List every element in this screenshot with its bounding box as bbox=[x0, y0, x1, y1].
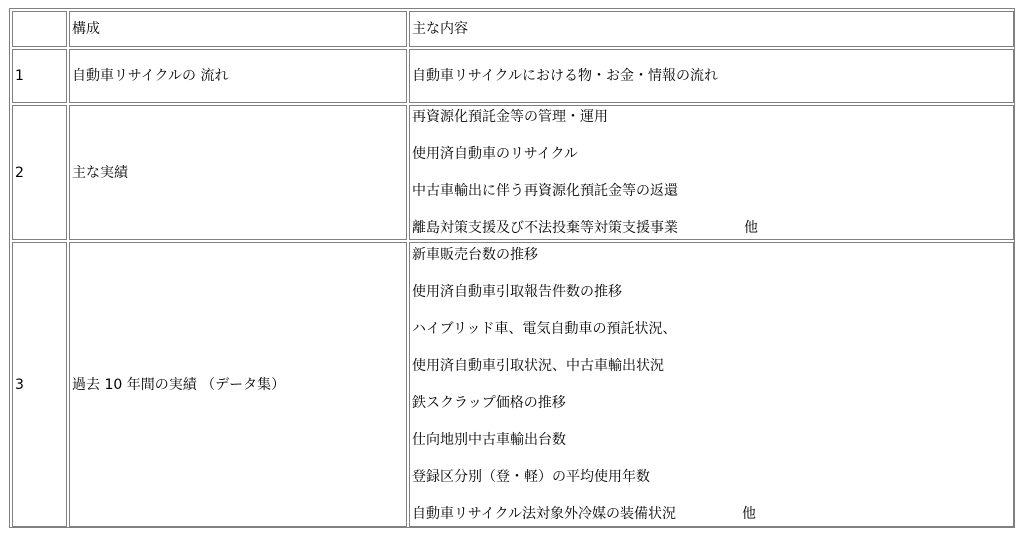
contents-table bbox=[9, 8, 1015, 528]
row3-item: 自動車リサイクル法対象外冷媒の装備状況 bbox=[412, 506, 677, 522]
row3-item: 新車販売台数の推移 bbox=[412, 247, 538, 263]
row2-item: 再資源化預託金等の管理・運用 bbox=[412, 109, 608, 125]
row3-item: 使用済自動車引取報告件数の推移 bbox=[412, 284, 622, 300]
row3-last-line bbox=[412, 506, 756, 522]
header-content: 主な内容 bbox=[412, 21, 468, 37]
header-structure-cell bbox=[69, 11, 407, 47]
row1-structure: 自動車リサイクルの 流れ bbox=[72, 68, 229, 84]
row3-item: 鉄スクラップ価格の推移 bbox=[412, 395, 566, 411]
row1-content-cell bbox=[409, 49, 1014, 103]
row2-item: 離島対策支援及び不法投棄等対策支援事業 bbox=[412, 220, 678, 236]
row2-last-line bbox=[412, 220, 758, 236]
row2-num-cell bbox=[12, 105, 67, 240]
row2-item: 中古車輸出に伴う再資源化預託金等の返還 bbox=[412, 183, 678, 199]
row2-item: 使用済自動車のリサイクル bbox=[412, 146, 579, 162]
row3-structure: 過去 10 年間の実績 （データ集） bbox=[72, 376, 286, 393]
row3-trailer: 他 bbox=[742, 506, 757, 522]
row2-num: 2 bbox=[15, 164, 24, 181]
header-num-cell bbox=[12, 11, 67, 47]
row2-trailer: 他 bbox=[744, 220, 758, 236]
row1-num-cell bbox=[12, 49, 67, 103]
row2-structure: 主な実績 bbox=[72, 164, 128, 181]
row1-num: 1 bbox=[15, 68, 24, 84]
header-structure: 構成 bbox=[72, 21, 100, 37]
row3-structure-cell bbox=[69, 242, 407, 527]
row1-structure-cell bbox=[69, 49, 407, 103]
row3-content-cell bbox=[409, 242, 1014, 527]
row3-item: 登録区分別（登・軽）の平均使用年数 bbox=[412, 469, 650, 485]
row3-num-cell bbox=[12, 242, 67, 527]
row1-item: 自動車リサイクルにおける物・お金・情報の流れ bbox=[412, 68, 719, 84]
row3-num: 3 bbox=[15, 376, 24, 393]
header-content-cell bbox=[409, 11, 1014, 47]
row2-structure-cell bbox=[69, 105, 407, 240]
row3-item: ハイブリッド車、電気自動車の預託状況、 bbox=[412, 321, 677, 337]
row2-content-cell bbox=[409, 105, 1014, 240]
row3-item: 使用済自動車引取状況、中古車輸出状況 bbox=[412, 358, 664, 374]
row3-item: 仕向地別中古車輸出台数 bbox=[412, 432, 566, 448]
